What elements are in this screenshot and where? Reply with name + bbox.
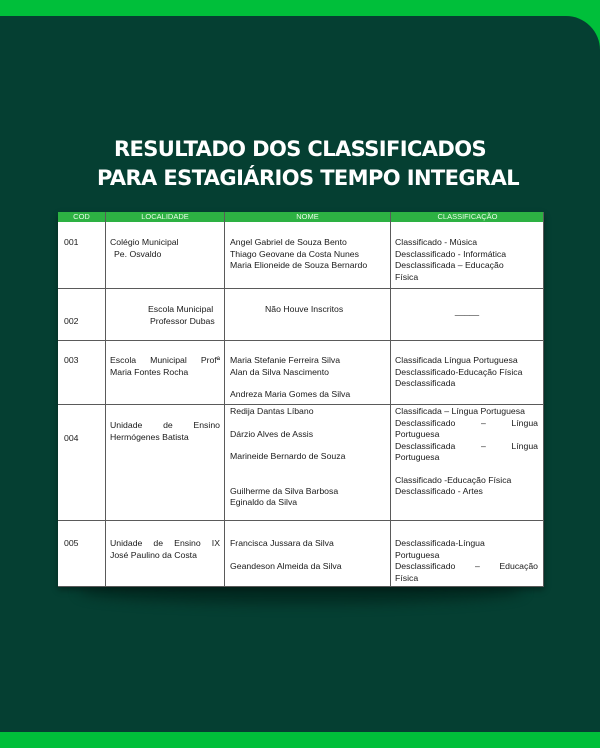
row-divider [58, 520, 544, 521]
row-localidade: Escola Municipal Profª Maria Fontes Rocha [110, 355, 220, 377]
page-title [0, 135, 600, 193]
row-nomes: Maria Stefanie Ferreira Silva Alan da Silva Nascimento Andreza Maria Gomes da Silva [230, 355, 351, 399]
row-localidade: Escola Municipal Professor Dubas [148, 304, 215, 326]
row-nomes: Angel Gabriel de Souza Bento Thiago Geovane da Costa Nunes Maria Elioneide de Souza Bernardo [230, 237, 368, 270]
column-divider [105, 212, 106, 587]
row-cod: 001 [64, 237, 79, 247]
row-nomes: Francisca Jussara da Silva Geandeson Almeida da Silva [230, 538, 342, 571]
column-divider [224, 212, 225, 587]
header-localidade: LOCALIDADE [106, 212, 224, 222]
title-line-2: PARA ESTAGIÁRIOS TEMPO INTEGRAL [96, 166, 520, 190]
row-classificacao: Classificado - Música Desclassificado - Informática Desclassificada – Educação Física [395, 237, 507, 282]
row-divider [58, 288, 544, 289]
row-divider [58, 340, 544, 341]
row-nomes: Redija Dantas Líbano Dárzio Alves de Assis Marineide Bernardo de Souza Guilherme da Silva Barbosa Eginaldo da Silva [230, 406, 346, 507]
row-cod: 002 [64, 316, 79, 326]
title-line-1: RESULTADO DOS CLASSIFICADOS [113, 137, 487, 161]
row-localidade: Unidade de Ensino Hermógenes Batista [110, 420, 220, 442]
row-divider [58, 404, 544, 405]
row-localidade: Colégio Municipal Pe. Osvaldo [110, 237, 179, 259]
header-classificacao: CLASSIFICAÇÃO [391, 212, 544, 222]
column-divider [543, 212, 544, 587]
column-divider [390, 212, 391, 587]
row-cod: 005 [64, 538, 79, 548]
header-cod: COD [58, 212, 105, 222]
row-cod: 004 [64, 433, 79, 443]
row-localidade: Unidade de Ensino IX José Paulino da Costa [110, 538, 220, 560]
row-classificacao: _____ [454, 306, 480, 316]
results-table [58, 212, 544, 587]
table-grid [58, 212, 544, 587]
row-nomes: Não Houve Inscritos [265, 304, 344, 314]
row-cod: 003 [64, 355, 79, 365]
row-classificacao: Classificada – Língua Portuguesa Desclassificado – Língua Portuguesa Desclassificada – Língua Portuguesa Classificado -Educação Física Desclassificado - Artes [395, 406, 538, 496]
header-nome: NOME [225, 212, 390, 222]
row-classificacao: Desclassificada-Língua Portuguesa Desclassificado – Educação Física [395, 538, 538, 583]
row-divider [58, 586, 544, 587]
row-classificacao: Classificada Língua Portuguesa Desclassificado-Educação Física Desclassificada [395, 355, 523, 388]
